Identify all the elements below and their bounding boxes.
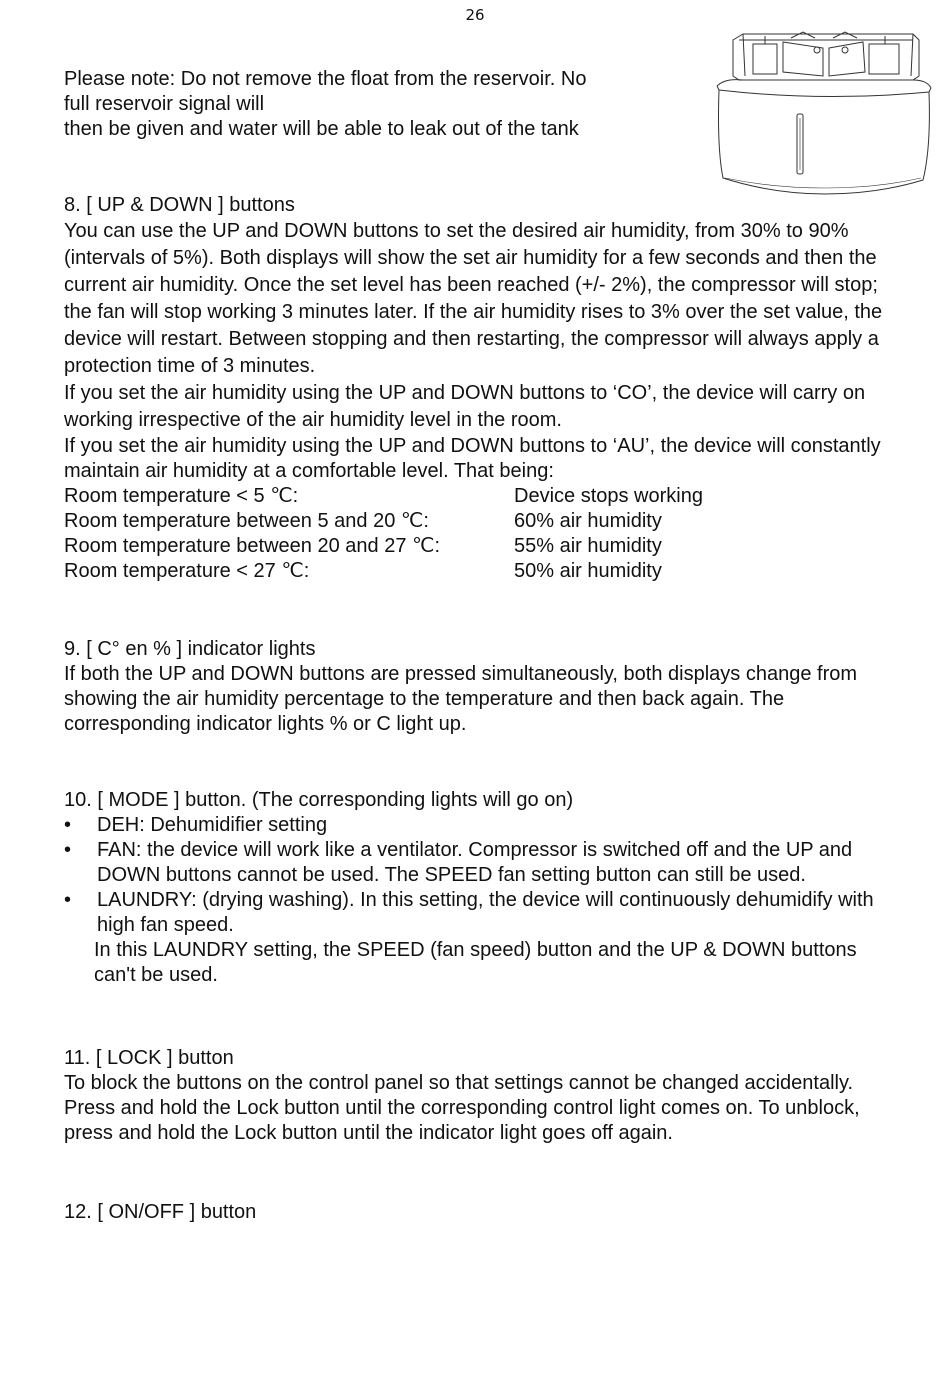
list-item (64, 813, 894, 838)
table-row (64, 484, 703, 509)
list-item-text: LAUNDRY: (drying washing). In this setting, the device will continuously dehumidify with high fan speed. (97, 889, 874, 936)
table-condition: Room temperature < 5 ℃: (64, 485, 299, 507)
section-on-off (64, 1200, 894, 1225)
table-result: 50% air humidity (514, 560, 662, 582)
water-tank-illustration (713, 28, 935, 205)
section-8-heading: 8. [ UP & DOWN ] buttons (64, 194, 295, 216)
bullet-icon: • (64, 889, 72, 911)
table-row (64, 509, 703, 534)
laundry-note: In this LAUNDRY setting, the SPEED (fan speed) button and the UP & DOWN buttons can't be used. (94, 939, 857, 986)
bullet-icon: • (64, 814, 72, 836)
table-row (64, 559, 703, 584)
table-result: 55% air humidity (514, 535, 662, 557)
section-lock (64, 1046, 894, 1146)
page-number: 26 (465, 6, 485, 24)
list-item-text: DEH: Dehumidifier setting (97, 814, 328, 836)
section-indicator-lights (64, 637, 894, 737)
mode-list (64, 813, 894, 938)
table-condition: Room temperature between 20 and 27 ℃: (64, 535, 441, 557)
bullet-icon: • (64, 839, 72, 861)
section-9-heading: 9. [ C° en % ] indicator lights (64, 638, 316, 660)
humidity-table (64, 484, 703, 584)
table-condition: Room temperature < 27 ℃: (64, 560, 310, 582)
table-result: 60% air humidity (514, 510, 662, 532)
section-8-paragraph-3: If you set the air humidity using the UP and DOWN buttons to ‘AU’, the device will constantly maintain air humidity at a comfortable level. That being: (64, 435, 881, 482)
section-8-paragraph-2: If you set the air humidity using the UP and DOWN buttons to ‘CO’, the device will carry on working irrespective of the air humidity level in the room. (64, 382, 866, 431)
float-note (64, 67, 664, 142)
section-8-paragraph-1: You can use the UP and DOWN buttons to set the desired air humidity, from 30% to 90% (intervals of 5%). Both displays will show the set air humidity for a few seconds and then the current air humidity. Once the set level has been reached (+/- 2%), the compressor will stop; the fan will stop working 3 minutes later. If the air humidity rises to 3% over the set value, the device will restart. Between stopping and then restarting, the compressor will always apply a protection time of 3 minutes. (64, 220, 883, 377)
note-line-1: Please note: Do not remove the float from the reservoir. No (64, 68, 587, 90)
table-row (64, 534, 703, 559)
table-condition: Room temperature between 5 and 20 ℃: (64, 510, 429, 532)
section-mode (64, 788, 894, 988)
note-line-3: then be given and water will be able to leak out of the tank (64, 118, 579, 140)
section-10-heading: 10. [ MODE ] button. (The corresponding lights will go on) (64, 789, 574, 811)
section-11-paragraph: To block the buttons on the control panel so that settings cannot be changed accidentally. Press and hold the Lock button until the corresponding control light comes on. To unblock, press and hold the Lock button until the indicator light goes off again. (64, 1072, 860, 1144)
section-up-down (64, 193, 894, 584)
section-11-heading: 11. [ LOCK ] button (64, 1047, 234, 1069)
section-9-paragraph: If both the UP and DOWN buttons are pressed simultaneously, both displays change from showing the air humidity percentage to the temperature and then back again. The corresponding indicator lights % or C light up. (64, 663, 858, 735)
table-result: Device stops working (514, 485, 703, 507)
note-line-2: full reservoir signal will (64, 93, 265, 115)
list-item (64, 888, 894, 938)
list-item-text: FAN: the device will work like a ventilator. Compressor is switched off and the UP and DOWN buttons cannot be used. The SPEED fan setting button can still be used. (97, 839, 853, 886)
list-item (64, 838, 894, 888)
section-12-heading: 12. [ ON/OFF ] button (64, 1201, 257, 1223)
